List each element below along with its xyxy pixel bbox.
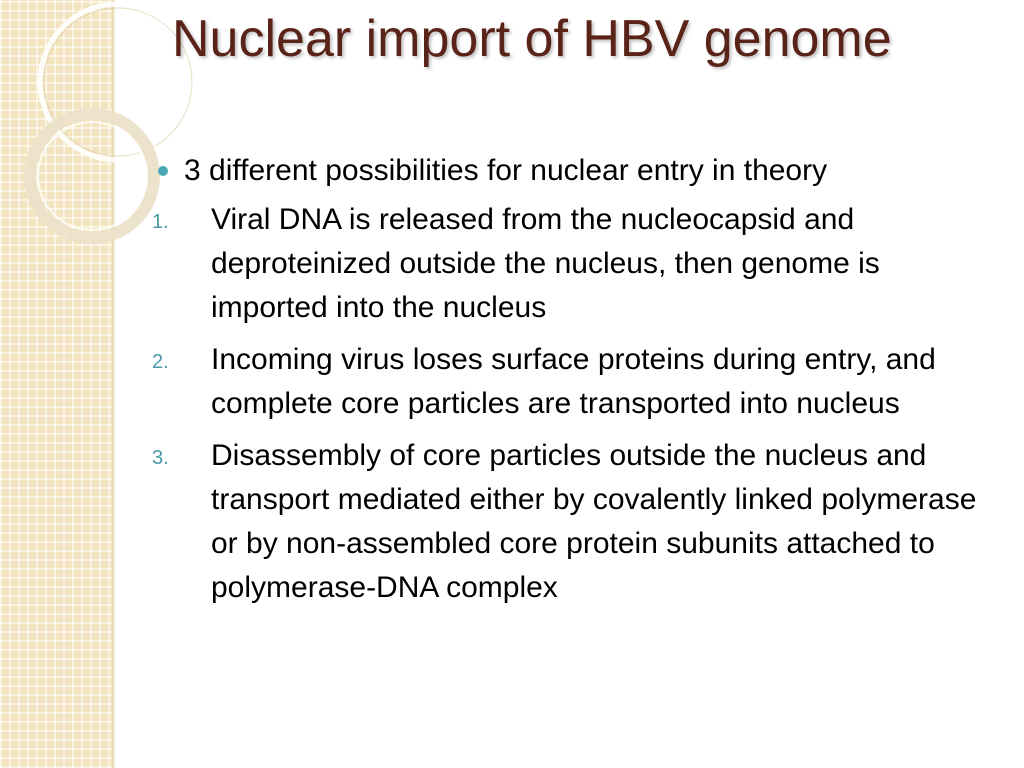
list-item-number: 3. [152, 447, 169, 469]
list-item [150, 338, 1000, 426]
slide-body [150, 150, 1000, 618]
decorative-ring-small [30, 114, 154, 238]
decorative-ring-small-inner [38, 122, 146, 230]
list-item-text: Viral DNA is released from the nucleocapsid and deproteinized outside the nucleus, then genome is imported into the nucleus [211, 203, 880, 324]
list-item-text: Disassembly of core particles outside the nucleus and transport mediated either by covalently linked polymerase or by non-assembled core protein subunits attached to polymerase-DNA complex [211, 439, 977, 604]
slide-title: Nuclear import of HBV genome [172, 10, 892, 68]
list-item [150, 434, 1000, 610]
decorative-ring-large-shadow [44, 8, 192, 156]
bullet-dot-icon [158, 166, 168, 176]
list-item-text: Incoming virus loses surface proteins during entry, and complete core particles are transported into nucleus [211, 343, 936, 420]
intro-text: 3 different possibilities for nuclear entry in theory [184, 154, 828, 187]
list-item-number: 1. [152, 211, 169, 233]
intro-bullet [150, 150, 1000, 192]
list-item-number: 2. [152, 351, 169, 373]
list-item [150, 198, 1000, 330]
